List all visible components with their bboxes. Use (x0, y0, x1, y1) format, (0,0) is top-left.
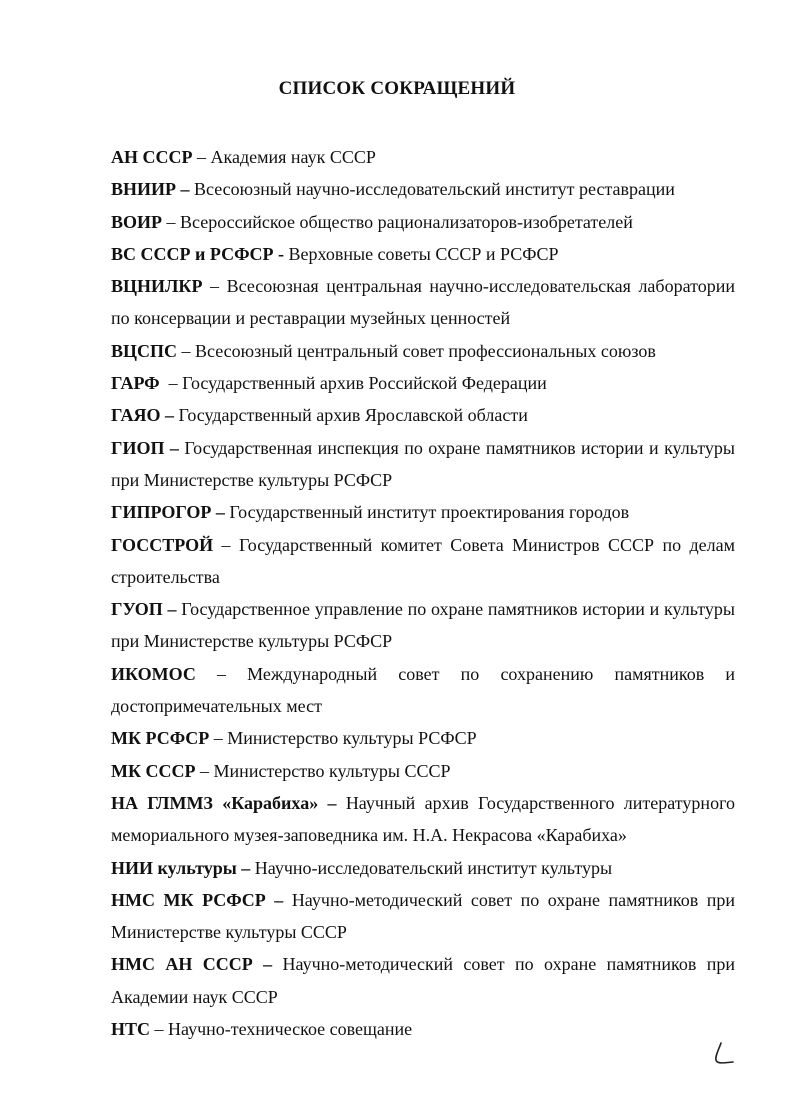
abbreviation-entry (111, 722, 735, 754)
abbreviation-definition: Всесоюзный научно-исследовательский институт реставрации (194, 179, 675, 200)
abbreviation-entry (111, 399, 735, 431)
abbreviation-definition: Научно-исследовательский институт культуры (254, 857, 613, 878)
abbreviation-definition: Государственная инспекция по охране памятников истории и культуры при Министерстве культуры РСФСР (111, 437, 735, 490)
abbreviation-entry (111, 787, 735, 852)
abbreviation-term: ВНИИР – (111, 179, 190, 200)
entry-separator: – (150, 1019, 169, 1040)
abbreviation-definition: Государственный архив Российской Федерации (182, 373, 547, 394)
abbreviation-term: ВОИР (111, 211, 163, 232)
abbreviation-term: ГОССТРОЙ (111, 534, 214, 555)
abbreviation-definition: Всероссийское общество рационализаторов-изобретателей (180, 211, 633, 232)
abbreviation-definition: Министерство культуры РСФСР (227, 728, 477, 749)
entry-separator: – (177, 340, 196, 361)
abbreviation-term: ИКОМОС (111, 663, 196, 684)
abbreviation-term: НТС (111, 1019, 151, 1040)
abbreviation-term: НА ГЛММЗ «Карабиха» – (111, 792, 337, 813)
abbreviation-definition: Государственный институт проектирования городов (229, 502, 630, 523)
entry-separator: – (162, 211, 181, 232)
abbreviation-entry (111, 496, 735, 528)
abbreviation-term: ВЦСПС (111, 340, 178, 361)
abbreviation-definition: Государственный комитет Совета Министров СССР по делам строительства (111, 534, 735, 587)
entry-separator: – (202, 276, 227, 297)
abbreviation-definition: Государственный архив Ярославской области (178, 405, 528, 426)
entry-separator: – (192, 147, 211, 167)
entry-separator: – (159, 373, 183, 394)
abbreviation-entry (111, 432, 735, 497)
entry-separator: – (195, 663, 248, 684)
abbreviation-term: ГУОП – (111, 599, 177, 620)
abbreviation-term: МК СССР (111, 760, 196, 781)
entry-separator (272, 954, 282, 974)
entry-separator (337, 793, 346, 813)
abbreviation-definition: Верховные советы СССР и РСФСР (288, 243, 559, 264)
abbreviation-definition: Научно-методический совет по охране памятников при Академии наук СССР (111, 954, 735, 1007)
page-title: СПИСОК СОКРАЩЕНИЙ (278, 78, 516, 99)
abbreviation-term: ГАРФ (111, 373, 160, 394)
abbreviation-entry (111, 529, 735, 594)
abbreviation-term: НИИ культуры – (111, 857, 251, 878)
abbreviation-definition: Международный совет по сохранению памятников и достопримечательных мест (111, 663, 735, 717)
abbreviation-term: МК РСФСР (111, 728, 210, 749)
abbreviation-entry (111, 658, 735, 723)
abbreviation-entry (111, 593, 735, 658)
abbreviation-term: ВС СССР и РСФСР - (111, 243, 285, 264)
abbreviation-entry (111, 206, 735, 238)
abbreviation-term: НМС АН СССР – (111, 954, 273, 975)
abbreviation-entry (111, 884, 735, 949)
abbreviation-entry (111, 852, 735, 884)
abbreviation-definition: Научно-техническое совещание (168, 1019, 413, 1040)
abbreviation-entry (111, 238, 735, 270)
abbreviation-definition: Научно-методический совет по охране памятников при Министерстве культуры СССР (111, 889, 736, 943)
abbreviation-entry (111, 948, 735, 1013)
entry-separator: – (195, 760, 214, 781)
abbreviation-term: ГИПРОГОР – (111, 502, 225, 523)
abbreviation-term: НМС МК РСФСР – (111, 889, 284, 910)
abbreviation-entry (111, 755, 735, 787)
abbreviation-entry (111, 335, 735, 367)
entry-separator (283, 890, 292, 910)
abbreviation-term: АН СССР (111, 147, 193, 167)
abbreviation-entry (111, 367, 735, 399)
abbreviation-entry (111, 270, 735, 335)
abbreviation-entry (111, 1013, 735, 1045)
abbreviation-entry (111, 173, 735, 205)
abbreviation-term: ГИОП – (111, 437, 179, 458)
abbreviation-definition: Всесоюзная центральная научно-исследовательская лаборатории по консервации и реставрации музейных ценностей (111, 276, 735, 329)
abbreviation-term: ГАЯО – (111, 405, 174, 426)
abbreviation-term: ВЦНИЛКР (111, 276, 203, 297)
abbreviation-definition: Всесоюзный центральный совет профессиональных союзов (195, 340, 656, 361)
handwritten-mark-icon (712, 1040, 736, 1068)
abbreviation-definition: Государственное управление по охране памятников истории и культуры при Министерстве культуры РСФСР (111, 599, 735, 652)
abbreviation-definition: Министерство культуры СССР (213, 760, 451, 781)
abbreviation-list (111, 141, 735, 1045)
abbreviation-definition: Академия наук СССР (210, 147, 376, 167)
entry-separator: – (213, 534, 239, 555)
abbreviation-definition: Научный архив Государственного литературного мемориального музея-заповедника им. Н.А. Некрасова «Карабиха» (111, 792, 735, 846)
entry-separator: – (209, 728, 228, 749)
abbreviation-entry (111, 141, 735, 173)
